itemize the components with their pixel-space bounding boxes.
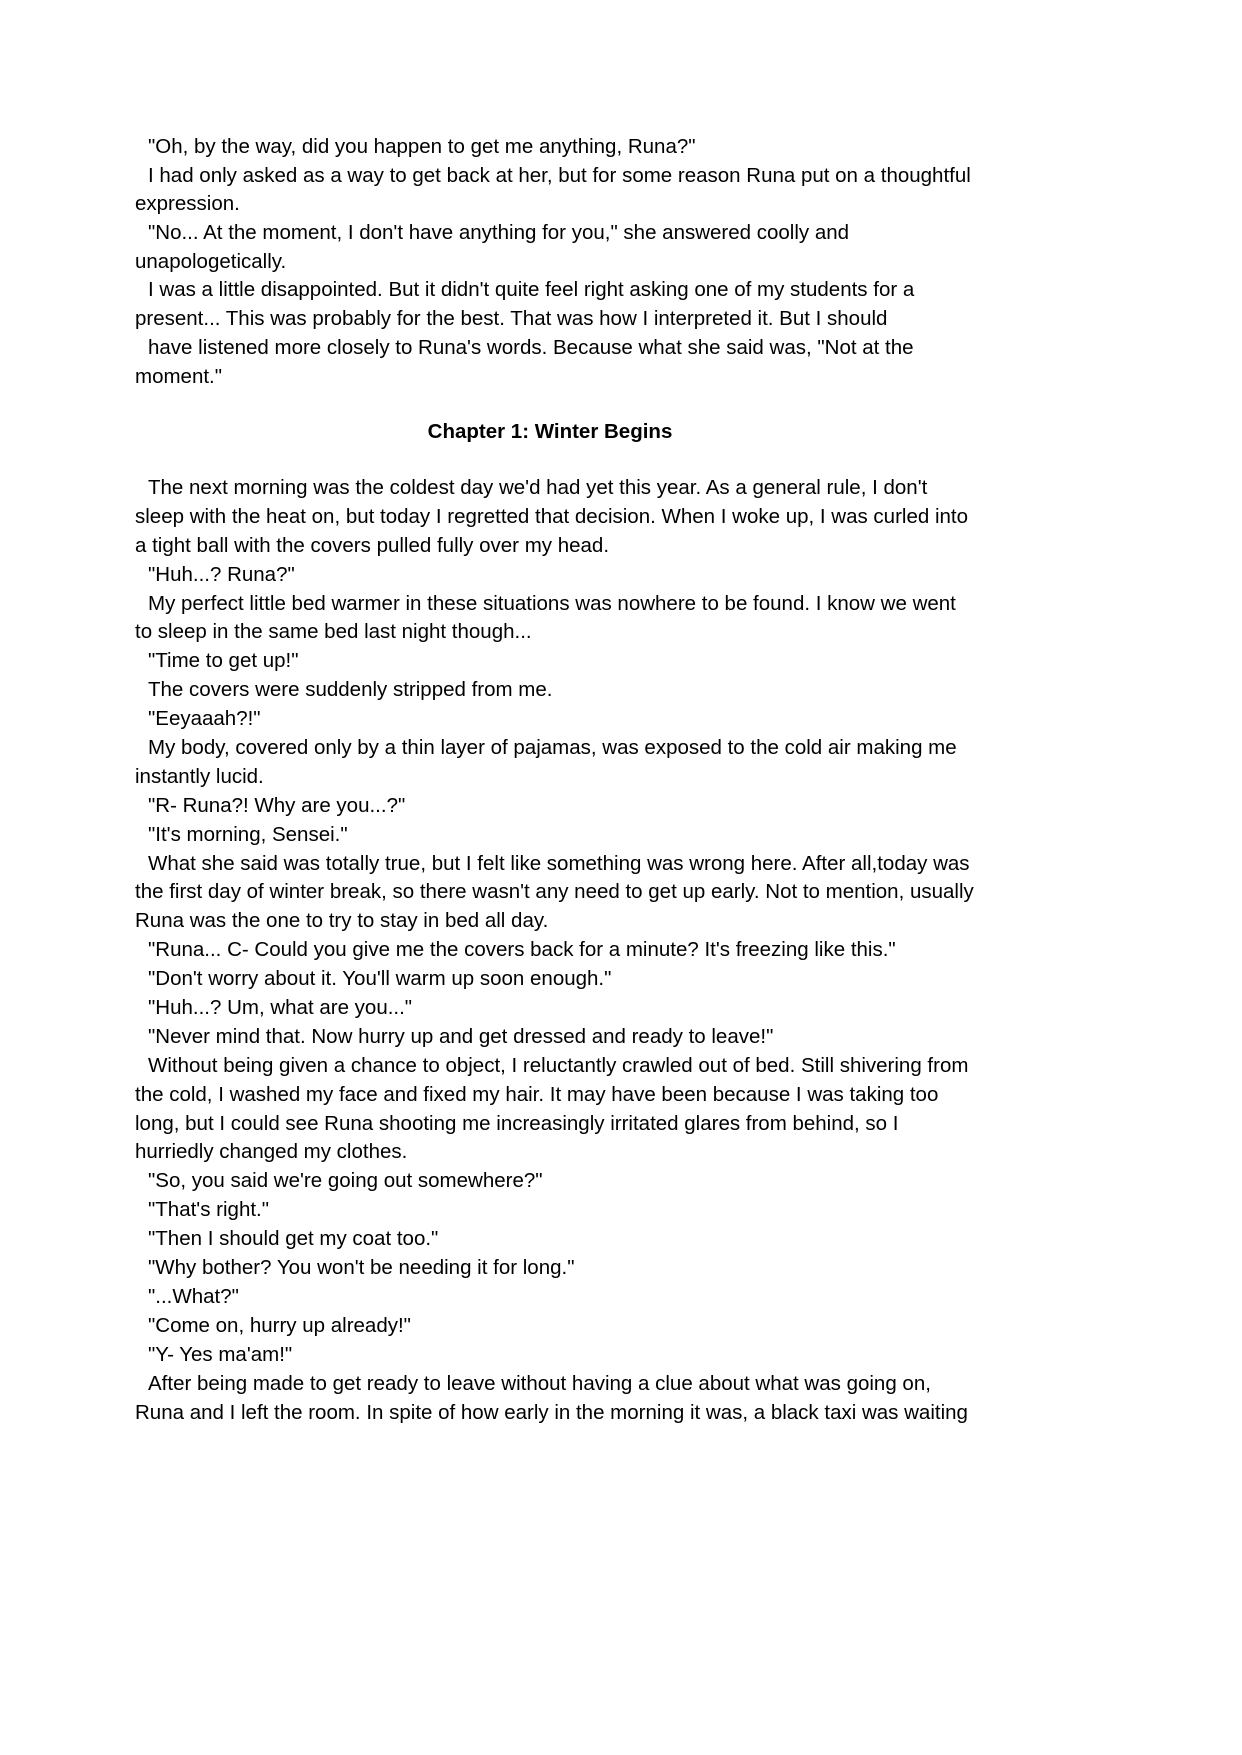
text-line: expression.: [135, 192, 240, 216]
text-line: "It's morning, Sensei.": [148, 822, 348, 846]
text-line: After being made to get ready to leave without having a clue about what was going on,: [148, 1371, 931, 1395]
text-line: "Why bother? You won't be needing it for long.": [148, 1256, 575, 1280]
text-line: instantly lucid.: [135, 764, 264, 788]
text-line: Without being given a chance to object, I reluctantly crawled out of bed. Still shivering from: [148, 1053, 969, 1077]
text-line: My body, covered only by a thin layer of pajamas, was exposed to the cold air making me: [148, 736, 957, 760]
text-line: "So, you said we're going out somewhere?": [148, 1169, 543, 1193]
text-line: "Then I should get my coat too.": [148, 1227, 439, 1251]
text-line: Runa and I left the room. In spite of how early in the morning it was, a black taxi was waiting: [135, 1400, 968, 1424]
text-line: hurriedly changed my clothes.: [135, 1140, 408, 1164]
text-line: I had only asked as a way to get back at her, but for some reason Runa put on a thoughtful: [148, 163, 971, 187]
text-line: "Time to get up!": [148, 649, 299, 673]
text-line: have listened more closely to Runa's words. Because what she said was, "Not at the: [148, 335, 914, 359]
chapter-body-text: [135, 474, 995, 1427]
text-line: "Oh, by the way, did you happen to get me anything, Runa?": [148, 135, 696, 158]
text-line: the cold, I washed my face and fixed my hair. It may have been because I was taking too: [135, 1082, 939, 1106]
text-line: "Huh...? Um, what are you...": [148, 996, 413, 1020]
text-line: "No... At the moment, I don't have anything for you," she answered coolly and: [148, 221, 850, 245]
chapter-heading: Chapter 1: Winter Begins: [427, 420, 673, 443]
text-line: moment.": [135, 364, 223, 388]
text-line: What she said was totally true, but I felt like something was wrong here. After all,today was: [148, 851, 970, 875]
text-line: My perfect little bed warmer in these situations was nowhere to be found. I know we went: [148, 591, 956, 615]
text-line: long, but I could see Runa shooting me increasingly irritated glares from behind, so I: [135, 1111, 899, 1135]
text-line: the first day of winter break, so there wasn't any need to get up early. Not to mention, usually: [135, 880, 974, 904]
text-line: unapologetically.: [135, 249, 287, 273]
text-line: "Huh...? Runa?": [148, 562, 295, 586]
text-line: "Come on, hurry up already!": [148, 1313, 411, 1337]
text-line: "Don't worry about it. You'll warm up soon enough.": [148, 967, 612, 991]
text-line: "R- Runa?! Why are you...?": [148, 793, 406, 817]
text-line: "Eeyaaah?!": [148, 707, 261, 731]
text-line: The covers were suddenly stripped from me.: [148, 678, 553, 702]
text-line: "Y- Yes ma'am!": [148, 1342, 293, 1366]
intro-text: [135, 133, 995, 391]
text-line: I was a little disappointed. But it didn't quite feel right asking one of my students for a: [148, 278, 915, 302]
text-line: "Never mind that. Now hurry up and get dressed and ready to leave!": [148, 1024, 774, 1048]
text-line: sleep with the heat on, but today I regretted that decision. When I woke up, I was curled into: [135, 504, 969, 528]
text-line: present... This was probably for the best. That was how I interpreted it. But I should: [135, 307, 888, 331]
text-line: "...What?": [148, 1284, 239, 1308]
text-line: "Runa... C- Could you give me the covers back for a minute? It's freezing like this.": [148, 938, 896, 962]
text-line: Runa was the one to try to stay in bed all day.: [135, 909, 549, 933]
text-line: The next morning was the coldest day we'd had yet this year. As a general rule, I don't: [148, 476, 928, 499]
text-line: "That's right.": [148, 1198, 270, 1222]
text-line: to sleep in the same bed last night though...: [135, 620, 532, 644]
text-line: a tight ball with the covers pulled fully over my head.: [135, 533, 610, 557]
